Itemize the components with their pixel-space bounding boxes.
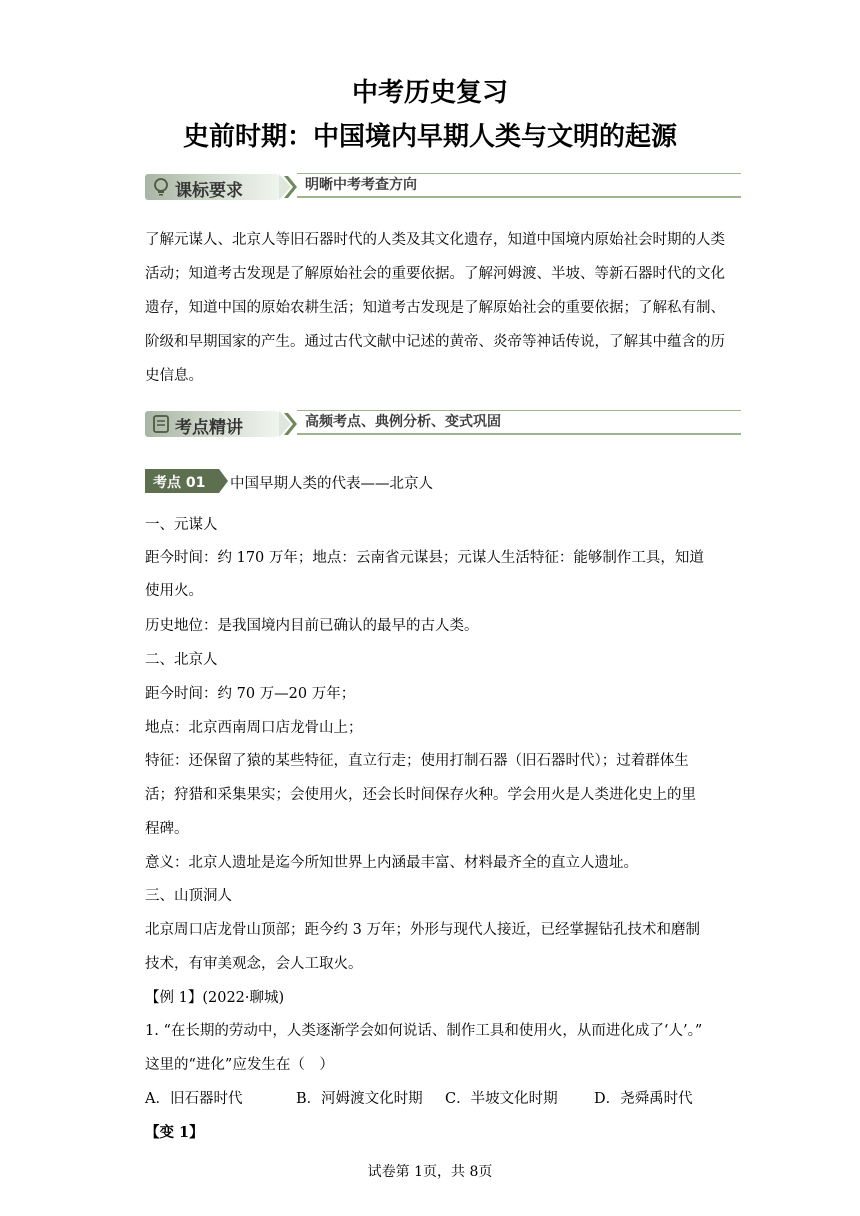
text-line: 程碑。 [145, 821, 189, 837]
option-d: D．尧舜禹时代 [594, 1091, 693, 1107]
book-icon [151, 414, 171, 434]
text-line: 技术，有审美观念，会人工取火。 [145, 956, 363, 972]
keypoint-title: 中国早期人类的代表——北京人 [230, 476, 433, 492]
chevron-right-icon [284, 176, 297, 198]
page-subtitle: 史前时期：中国境内早期人类与文明的起源 [182, 122, 677, 152]
option-a: A．旧石器时代 [145, 1091, 243, 1107]
text-line: 北京周口店龙骨山顶部；距今约 3 万年；外形与现代人接近，已经掌握钻孔技术和磨制 [145, 922, 700, 938]
banner-label-box [145, 174, 279, 200]
text-line: 意义：北京人遗址是迄今所知世界上内涵最丰富、材料最齐全的直立人遗址。 [145, 855, 638, 871]
text-line: 二、北京人 [145, 652, 218, 668]
variant-label: 【变 1】 [145, 1124, 204, 1141]
text-line: 一、元谋人 [145, 517, 218, 533]
question-text: 1. “在长期的劳动中，人类逐渐学会如何说话、制作工具和使用火，从而进化成了‘人’。” [145, 1023, 703, 1039]
text-line: 地点：北京西南周口店龙骨山上； [145, 720, 363, 736]
example-label: 【例 1】(2022·聊城) [145, 990, 285, 1006]
page-footer: 试卷第 1页，共 8页 [367, 1164, 493, 1180]
section-banner-standards [145, 170, 741, 204]
text-line: 距今时间：约 70 万—20 万年； [145, 686, 356, 702]
section-banner-keypoints [145, 407, 741, 441]
standards-paragraph: 了解元谋人、北京人等旧石器时代的人类及其文化遗存，知道中国境内原始社会时期的人类活动；知道考古发现是了解原始社会的重要依据。了解河姆渡、半坡、等新石器时代的文化遗存，知道中国的原始农耕生活；知道考古发现是了解原始社会的重要依据；了解私有制、阶级和早期国家的产生。通过古代文献中记述的黄帝、炎帝等神话传说，了解其中蕴含的历史信息。 [145, 232, 725, 384]
banner-label-box [145, 411, 279, 437]
text-line: 特征：还保留了猿的某些特征，直立行走；使用打制石器（旧石器时代）；过着群体生 [145, 753, 689, 769]
chevron-right-icon [284, 413, 297, 435]
text-line: 活；狩猎和采集果实；会使用火，还会长时间保存火种。学会用火是人类进化史上的里 [145, 787, 696, 803]
question-text: 这里的“进化”应发生在（ ） [145, 1057, 334, 1073]
lightbulb-icon [151, 177, 171, 197]
text-line: 历史地位：是我国境内目前已确认的最早的古人类。 [145, 618, 479, 634]
text-line: 使用火。 [145, 583, 203, 599]
text-line: 距今时间：约 170 万年；地点：云南省元谋县；元谋人生活特征：能够制作工具，知道 [145, 550, 704, 566]
option-b: B．河姆渡文化时期 [296, 1091, 423, 1107]
banner-subtitle: 高频考点、典例分析、变式巩固 [305, 414, 501, 430]
banner-rule-bottom [297, 196, 741, 198]
banner-label: 课标要求 [175, 181, 243, 201]
badge-arrow [219, 469, 228, 493]
banner-rule-bottom [297, 433, 741, 435]
keypoint-badge [145, 469, 219, 493]
page-title: 中考历史复习 [351, 78, 508, 108]
banner-label: 考点精讲 [175, 418, 243, 438]
text-line: 三、山顶洞人 [145, 888, 232, 904]
option-c: C．半坡文化时期 [445, 1091, 558, 1107]
keypoint-badge-label: 考点 01 [153, 475, 206, 491]
banner-subtitle: 明晰中考考查方向 [305, 177, 417, 193]
